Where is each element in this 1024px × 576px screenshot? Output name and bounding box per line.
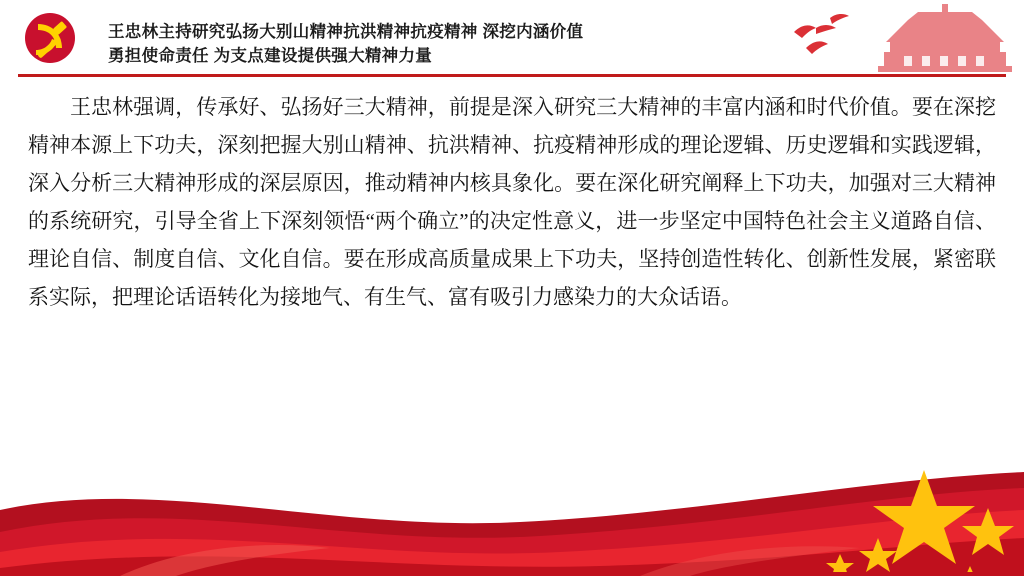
- tiananmen-gate-and-doves-icon: [786, 4, 1016, 72]
- page-title-line-2: 勇担使命责任 为支点建设提供强大精神力量: [108, 47, 433, 65]
- slide-header: [0, 0, 1024, 76]
- page-title: [108, 20, 808, 68]
- five-gold-stars-icon: [774, 462, 1014, 572]
- header-divider: [18, 74, 1006, 77]
- party-emblem-hammer-sickle-icon: [22, 12, 94, 64]
- body-paragraph: 王忠林强调，传承好、弘扬好三大精神，前提是深入研究三大精神的丰富内涵和时代价值。要在深挖精神本源上下功夫，深刻把握大别山精神、抗洪精神、抗疫精神形成的理论逻辑、历史逻辑和实践逻辑，深入分析三大精神形成的深层原因，推动精神内核具象化。要在深化研究阐释上下功夫，加强对三大精神的系统研究，引导全省上下深刻领悟“两个确立”的决定性意义，进一步坚定中国特色社会主义道路自信、理论自信、制度自信、文化自信。要在形成高质量成果上下功夫，坚持创造性转化、创新性发展，紧密联系实际，把理论话语转化为接地气、有生气、富有吸引力感染力的大众话语。: [28, 95, 996, 309]
- page-title-line-1: 王忠林主持研究弘扬大别山精神抗洪精神抗疫精神 深挖内涵价值: [108, 23, 584, 41]
